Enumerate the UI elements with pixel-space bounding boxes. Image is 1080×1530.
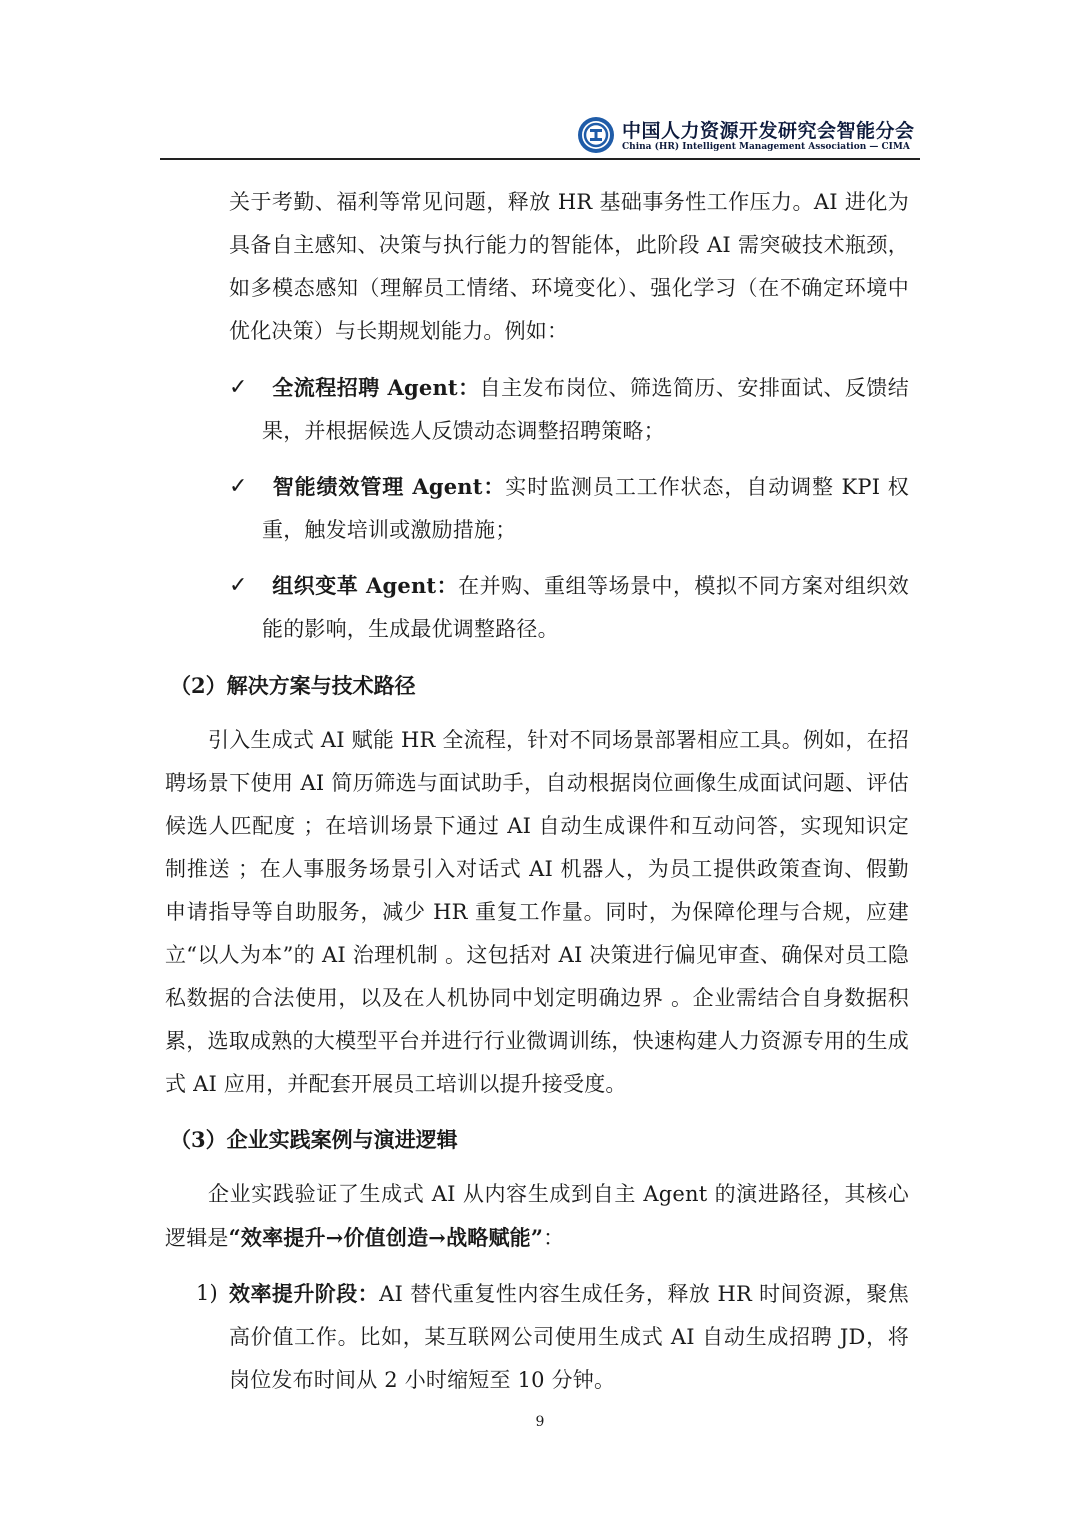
bullet-text: 实时监测员工工作状态，自动调整 KPI 权重，触发培训或激励措施； [262,475,909,542]
bullet-item [262,465,909,552]
section-heading: （3）企业实践案例与演进逻辑 [170,1127,458,1152]
bullet-item [262,564,909,651]
paragraph-lead: 企业实践验证了生成式 AI 从内容生成到自主 Agent 的演进路径，其核心逻辑是 [165,1182,909,1250]
bullet-title: 全流程招聘 Agent： [272,375,480,400]
checkmark-icon: ✓ [229,375,248,400]
org-name-cn: 中国人力资源开发研究会智能分会 [622,120,915,142]
cima-logo-icon [577,116,615,154]
numbered-item [229,1272,909,1402]
bullet-text: 在并购、重组等场景中，模拟不同方案对组织效能的影响，生成最优调整路径。 [262,574,909,641]
list-number: 1) [196,1281,218,1305]
item-title: 效率提升阶段： [229,1281,380,1306]
key-logic: “效率提升→价值创造→战略赋能” [228,1225,544,1250]
page-number: 9 [535,1414,545,1430]
bullet-text: 自主发布岗位、筛选简历、安排面试、反馈结果，并根据候选人反馈动态调整招聘策略； [262,376,909,443]
bullet-title: 组织变革 Agent： [272,573,459,598]
checkmark-icon: ✓ [229,573,248,598]
checkmark-icon: ✓ [229,474,248,499]
bullet-title: 智能绩效管理 Agent： [272,474,506,499]
intro-paragraph: 关于考勤、福利等常见问题，释放 HR 基础事务性工作压力。AI 进化为具备自主感知、决策与执行能力的智能体，此阶段 AI 需突破技术瓶颈，如多模态感知（理解员工情绪、环境变化）、强化学习（在不确定环境中优化决策）与长期规划能力。例如： [229,190,909,343]
item-text: AI 替代重复性内容生成任务，释放 HR 时间资源，聚焦高价值工作。比如，某互联网公司使用生成式 AI 自动生成招聘 JD，将岗位发布时间从 2 小时缩短至 10 分钟。 [229,1282,909,1392]
bullet-item [262,366,909,453]
org-name-en: China (HR) Intelligent Management Association — CIMA [622,142,910,152]
section-paragraph: 引入生成式 AI 赋能 HR 全流程，针对不同场景部署相应工具。例如，在招聘场景下使用 AI 简历筛选与面试助手，自动根据岗位画像生成面试问题、评估候选人匹配度 ；在培训场景下通过 AI 自动生成课件和互动问答，实现知识定制推送 ；在人事服务场景引入对话式 AI 机器人，为员工提供政策查询、假勤申请指导等自助服务，减少 HR 重复工作量。同时，为保障伦理与合规，应建立“以人为本”的 AI 治理机制 。这包括对 AI 决策进行偏见审查、确保对员工隐私数据的合法使用，以及在人机协同中划定明确边界 。企业需结合自身数据积累，选取成熟的大模型平台并进行行业微调训练，快速构建人力资源专用的生成式 AI 应用，并配套开展员工培训以提升接受度。 [165,728,909,1096]
section-heading: （2）解决方案与技术路径 [170,673,416,698]
header-divider [160,158,920,160]
paragraph-tail: ： [543,1226,565,1250]
section-paragraph [165,1173,909,1260]
page-header [160,112,920,162]
